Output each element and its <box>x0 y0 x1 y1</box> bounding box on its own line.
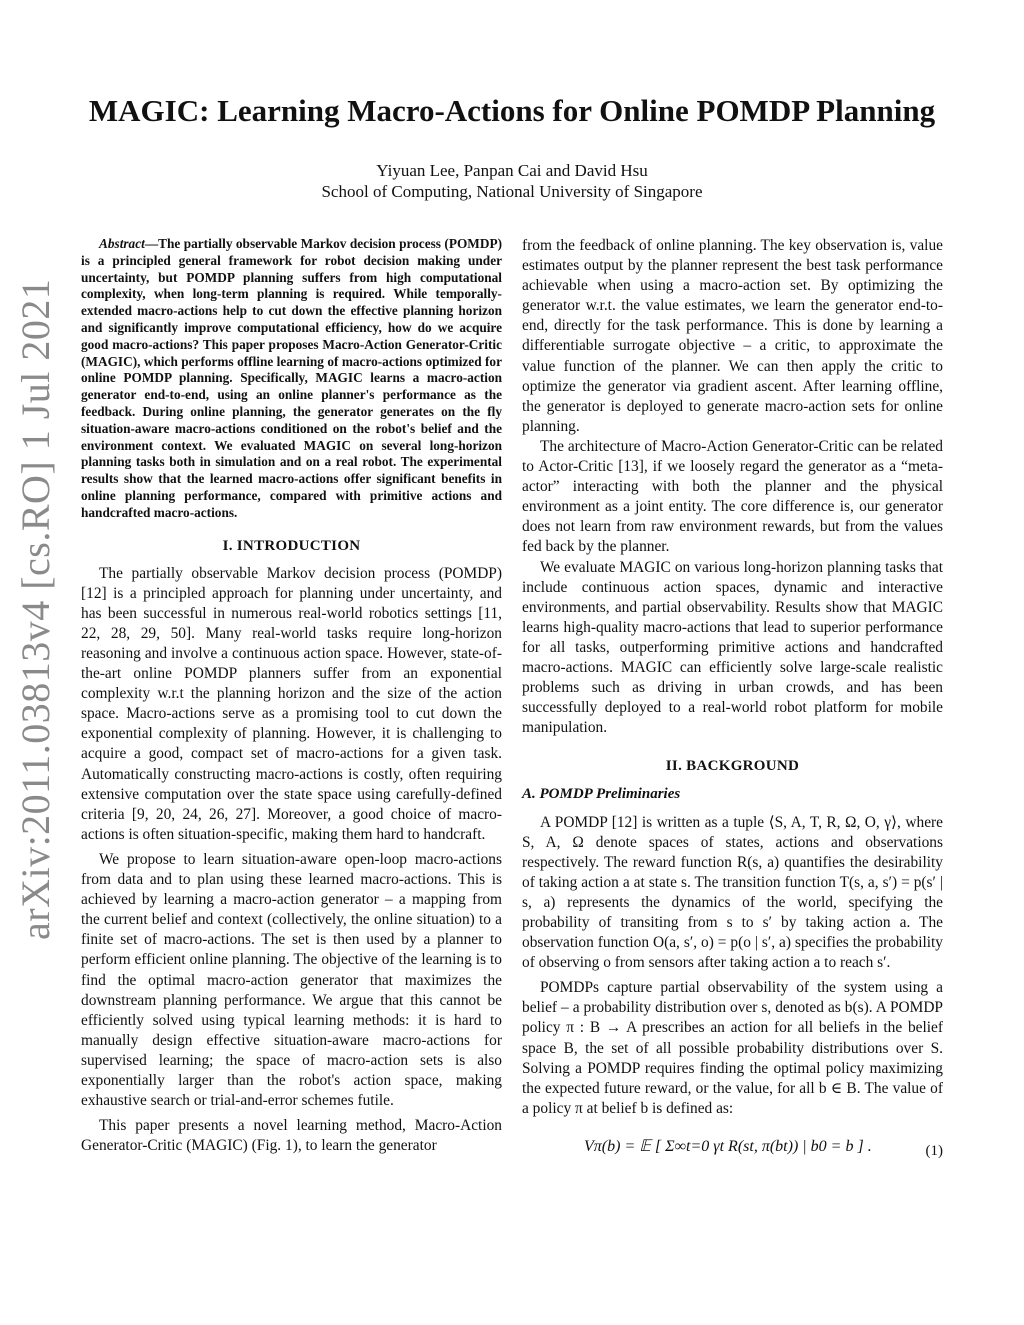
abstract-label: Abstract <box>99 236 145 251</box>
left-column <box>81 236 502 1156</box>
author-block <box>0 160 1024 202</box>
section-heading-introduction: I. INTRODUCTION <box>222 537 361 554</box>
right-paragraph-1: from the feedback of online planning. The key observation is, value estimates output by the planner represent the best task performance achievable when using a macro-action set. By optimizing the generator w.r.t. the value estimates, we learn the generator end-to-end, directly for the task performance. This is done by learning a differentiable surrogate objective – a critic, to approximate the value function of the planner. We can then apply the critic to optimize the generator via gradient ascent. After learning offline, the generator is deployed to generate macro-action sets for online planning. <box>522 237 943 435</box>
right-column <box>522 236 943 1183</box>
equation-formula: Vπ(b) = 𝔼 [ Σ∞t=0 γt R(st, π(bt)) | b0 = b ] . <box>584 1137 872 1155</box>
intro-paragraph-2: We propose to learn situation-aware open-loop macro-actions from data and to plan using these learned macro-actions. This is achieved by learning a macro-action generator – a mapping from the current belief and context (collectively, the online situation) to a finite set of macro-actions. The set is then used by a planner to perform efficient online planning. The objective of the learning is to find the optimal macro-action generator that maximizes the downstream planning performance. We argue that this cannot be efficiently solved using typical learning methods: it is hard to manually design effective situation-aware macro-actions for supervised learning; the space of macro-action sets is also exponentially larger than the robot's action space, making exhaustive search or trial-and-error schemes futile. <box>81 850 502 1110</box>
right-paragraph-3: We evaluate MAGIC on various long-horizon planning tasks that include continuous action spaces, dynamic and interactive environments, and partial observability. Results show that MAGIC learns high-quality macro-actions that lead to superior performance for all tasks, outperforming primitive actions and handcrafted macro-actions. MAGIC can efficiently solve large-scale realistic problems such as driving in urban crowds, and has been successfully deployed to a real-world robot platform for mobile manipulation. <box>522 558 943 737</box>
intro-paragraph-3: This paper presents a novel learning method, Macro-Action Generator-Critic (MAGIC) (Fig. 1), to learn the generator <box>81 1117 502 1155</box>
abstract <box>81 236 502 522</box>
arxiv-identifier: arXiv:2011.03813v4 [cs.RO] 1 Jul 2021 <box>13 278 58 940</box>
intro-paragraph-1: The partially observable Markov decision process (POMDP) [12] is a principled approach for planning under uncertainty, and has been successful in numerous real-world robotics settings [11, 22, 28, 29, 50]. Many real-world tasks require long-horizon reasoning and involve a continuous action space. However, state-of-the-art online POMDP planners suffer from an exponential complexity w.r.t the planning horizon and the size of the action space. Macro-actions serve as a promising tool to cut down the exponential complexity of planning. However, it is challenging to acquire a good, compact set of macro-actions for a given task. Automatically constructing macro-actions is costly, often requiring extensive computation over the state space using carefully-defined criteria [9, 20, 24, 26, 27]. Moreover, a good choice of macro-actions is often situation-specific, making them hard to handcraft. <box>81 564 502 843</box>
subsection-heading-pomdp: A. POMDP Preliminaries <box>522 786 681 803</box>
background-paragraph-2: POMDPs capture partial observability of the system using a belief – a probability distribution over s, denoted as b(s). A POMDP policy π : B → A prescribes an action for all beliefs in the belief space B, the set of all possible probability distributions over S. Solving a POMDP requires finding the optimal policy maximizing the expected future reward, or the value, for all b ∈ B. The value of a policy π at belief b is defined as: <box>522 979 943 1117</box>
affiliation: School of Computing, National University of Singapore <box>321 182 703 201</box>
author-names: Yiyuan Lee, Panpan Cai and David Hsu <box>376 161 648 180</box>
right-paragraph-2: The architecture of Macro-Action Generator-Critic can be related to Actor-Critic [13], if we loosely regard the generator as a “meta-actor” interacting with both the planner and the physical environment as a joint entity. The core difference is, our generator does not learn from raw environment rewards, but from the values fed back by the planner. <box>522 437 943 556</box>
abstract-text: —The partially observable Markov decision process (POMDP) is a principled general framework for robot decision making under uncertainty, but POMDP planning suffers from high computational complexity, when long-term planning is required. While temporally-extended macro-actions help to cut down the effective planning horizon and significantly improve computational efficiency, how do we acquire good macro-actions? This paper proposes Macro-Action Generator-Critic (MAGIC), which performs offline learning of macro-actions optimized for online POMDP planning. Specifically, MAGIC learns a macro-action generator end-to-end, using an online planner's performance as the feedback. During online planning, the generator generates on the fly situation-aware macro-actions conditioned on the robot's belief and the environment context. We evaluated MAGIC on several long-horizon planning tasks both in simulation and on a real robot. The experimental results show that the learned macro-actions offer significant benefits in online planning performance, compared with primitive actions and handcrafted macro-actions. <box>81 236 502 520</box>
arxiv-stamp <box>0 0 58 940</box>
paper-title: MAGIC: Learning Macro-Actions for Online POMDP Planning <box>88 93 936 128</box>
equation-number: (1) <box>925 1142 943 1159</box>
section-heading-background: II. BACKGROUND <box>665 758 800 775</box>
background-paragraph-1: A POMDP [12] is written as a tuple ⟨S, A, T, R, Ω, O, γ⟩, where S, A, Ω denote spaces of states, actions and observations respectively. The reward function R(s, a) quantifies the desirability of taking action a at state s. The transition function T(s, a, s′) = p(s′ | s, a) represents the dynamics of the world, specifying the probability of transiting from s to s′ by taking action a. The observation function O(a, s′, o) = p(o | s′, a) specifies the probability of observing o from sensors after taking action a to reach s′. <box>522 813 943 972</box>
equation-1 <box>522 1127 943 1183</box>
